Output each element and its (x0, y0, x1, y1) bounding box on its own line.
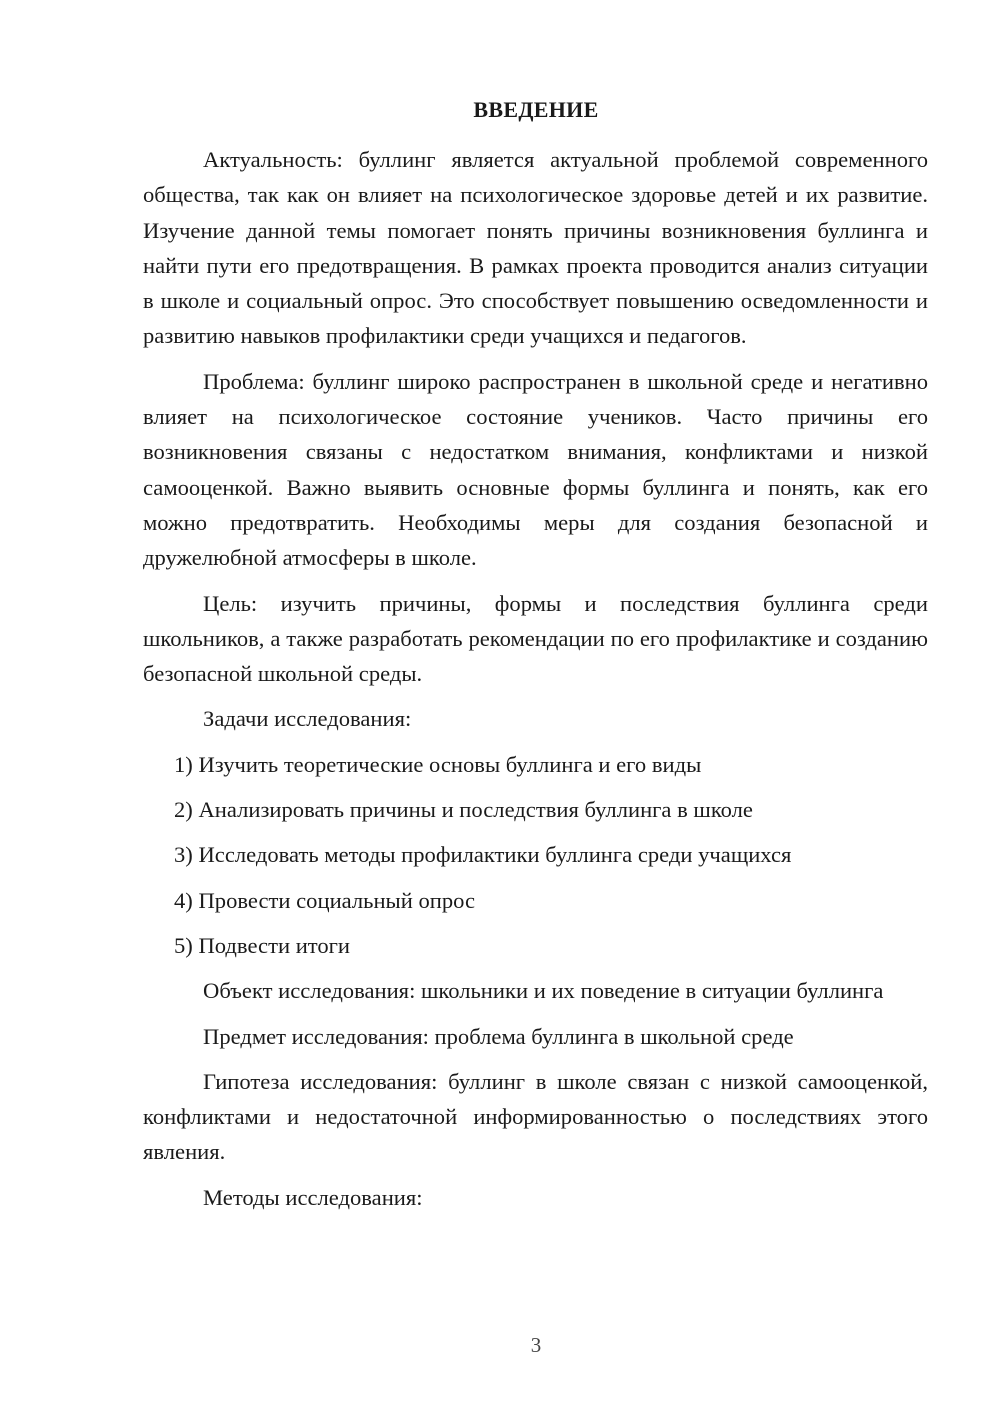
tasks-heading: Задачи исследования: (203, 706, 412, 732)
paragraph-goal: Цель: изучить причины, формы и последствия буллинга среди школьников, а также разработать рекомендации по его профилактике и созданию безопасной школьной среды. (143, 590, 928, 687)
list-item: 3) Исследовать методы профилактики буллинга среди учащихся (174, 842, 792, 868)
section-title: ВВЕДЕНИЕ (473, 97, 599, 122)
paragraph-object: Объект исследования: школьники и их поведение в ситуации буллинга (203, 978, 884, 1004)
list-item: 1) Изучить теоретические основы буллинга и его виды (174, 751, 702, 777)
paragraph-subject: Предмет исследования: проблема буллинга в школьной среде (203, 1023, 794, 1049)
page-body (143, 142, 928, 1225)
paragraph-relevance: Актуальность: буллинг является актуальной проблемой современного общества, так как он влияет на психологическое здоровье детей и их развитие. Изучение данной темы помогает понять причины возникновения буллинга и найти пути его предотвращения. В рамках проекта проводится анализ ситуации в школе и социальный опрос. Это способствует повышению осведомленности и развитию навыков профилактики среди учащихся и педагогов. (143, 147, 928, 349)
paragraph-hypothesis: Гипотеза исследования: буллинг в школе связан с низкой самооценкой, конфликтами и недостаточной информированностью о последствиях этого явления. (143, 1068, 928, 1165)
list-item: 2) Анализировать причины и последствия буллинга в школе (174, 797, 753, 823)
page-number: 3 (530, 1333, 542, 1357)
methods-heading: Методы исследования: (203, 1184, 423, 1210)
list-item: 5) Подвести итоги (174, 932, 351, 958)
paragraph-problem: Проблема: буллинг широко распространен в школьной среде и негативно влияет на психологическое состояние учеников. Часто причины его возникновения связаны с недостатком внимания, конфликтами и низкой самооценкой. Важно выявить основные формы буллинга и понять, как его можно предотвратить. Необходимы меры для создания безопасной и дружелюбной атмосферы в школе. (143, 368, 928, 571)
list-item: 4) Провести социальный опрос (174, 887, 476, 913)
